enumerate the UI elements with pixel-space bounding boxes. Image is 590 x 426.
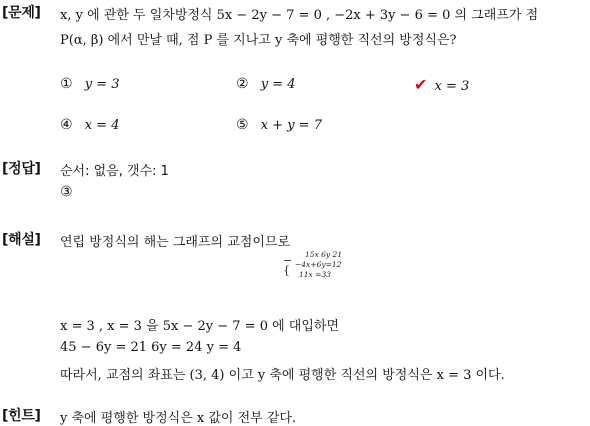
- answer-line-2: ③: [60, 184, 73, 200]
- checkmark-icon: ✔: [414, 75, 428, 94]
- system-row-1: 15x 6y 21: [305, 250, 343, 259]
- choice-5: [236, 117, 322, 133]
- answer-line-1: 순서: 없음, 갯수: 1: [60, 164, 169, 179]
- choice-2-text: y = 4: [260, 77, 296, 92]
- choice-1: [60, 76, 119, 92]
- choice-1-text: y = 3: [84, 77, 120, 92]
- choice-4-text: x = 4: [84, 118, 120, 133]
- choice-2-number: ②: [236, 76, 249, 92]
- choice-5-text: x + y = 7: [260, 118, 322, 133]
- answer-tag: [정답]: [2, 161, 41, 177]
- choice-3-text: x = 3: [434, 79, 470, 94]
- brace-icon: −{: [283, 254, 293, 277]
- choice-3: [414, 75, 469, 94]
- choice-4-number: ④: [60, 117, 73, 133]
- hint-line-1: y 축에 평행한 방정식은 x 값이 전부 같다.: [60, 411, 297, 426]
- solution-line-4: 따라서, 교점의 좌표는 (3, 4) 이고 y 축에 평행한 직선의 방정식은 x = 3 이다.: [60, 368, 505, 383]
- solution-tag: [해설]: [2, 232, 41, 248]
- problem-tag: [문제]: [2, 5, 41, 21]
- system-row-2: −4x+6y=12: [295, 260, 342, 269]
- choice-2: [236, 76, 295, 92]
- choice-4: [60, 117, 119, 133]
- solution-line-2: x = 3 , x = 3 을 5x − 2y − 7 = 0 에 대입하면: [60, 319, 340, 334]
- system-row-3: 11x =33: [299, 270, 331, 279]
- solution-line-3: 45 − 6y = 21 6y = 24 y = 4: [60, 340, 242, 355]
- solution-line-1: 연립 방정식의 해는 그래프의 교점이므로: [60, 235, 291, 250]
- hint-tag: [힌트]: [2, 408, 41, 424]
- choice-1-number: ①: [60, 76, 73, 92]
- problem-line-1: x, y 에 관한 두 일차방정식 5x − 2y − 7 = 0 , −2x + 3y − 6 = 0 의 그래프가 점: [60, 8, 539, 23]
- choice-5-number: ⑤: [236, 117, 249, 133]
- problem-line-2: P(α, β) 에서 만날 때, 점 P 를 지나고 y 축에 평행한 직선의 방정식은?: [60, 33, 457, 48]
